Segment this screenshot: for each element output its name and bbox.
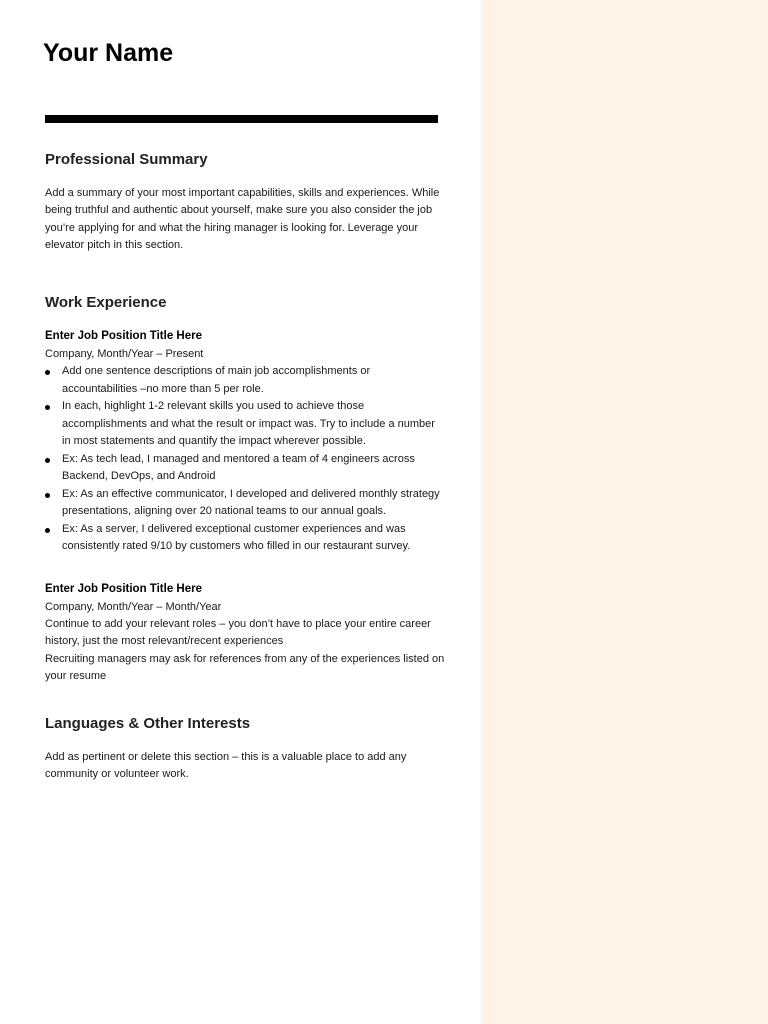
job-1-meta[interactable]: Company, Month/Year – Present bbox=[45, 348, 204, 360]
bullet-icon bbox=[45, 405, 50, 410]
bullet-text: Ex: As tech lead, I managed and mentored a team of 4 engineers across Backend, DevOps, and Android bbox=[62, 452, 415, 482]
job-2-note[interactable]: Recruiting managers may ask for references from any of the experiences listed on your resume bbox=[45, 652, 445, 683]
job-1-bullet[interactable] bbox=[45, 486, 445, 521]
job-1-title[interactable]: Enter Job Position Title Here bbox=[45, 330, 202, 342]
bullet-text: In each, highlight 1-2 relevant skills you used to achieve those accomplishments and what the result or impact was. Try to include a number in most statements and quantify the impact wherever possible. bbox=[62, 400, 435, 447]
work-experience-heading[interactable]: Work Experience bbox=[45, 294, 167, 311]
languages-interests-heading[interactable]: Languages & Other Interests bbox=[45, 715, 251, 732]
bullet-icon bbox=[45, 493, 50, 498]
job-1-bullet[interactable] bbox=[45, 398, 445, 451]
bullet-text: Add one sentence descriptions of main job accomplishments or accountabilities –no more than 5 per role. bbox=[62, 365, 371, 395]
languages-interests-text[interactable]: Add as pertinent or delete this section – this is a valuable place to add any community or volunteer work. bbox=[45, 751, 407, 781]
job-2-title[interactable]: Enter Job Position Title Here bbox=[45, 583, 202, 595]
bullet-text: Ex: As an effective communicator, I developed and delivered monthly strategy presentations, aligning over 20 national teams to our annual goals. bbox=[62, 487, 440, 517]
job-1-bullet[interactable] bbox=[45, 363, 445, 398]
professional-summary-text[interactable]: Add a summary of your most important capabilities, skills and experiences. While being truthful and authentic about yourself, make sure you also consider the job you’re applying for and what the hiring manager is looking for. Leverage your elevator pitch in this section. bbox=[45, 187, 440, 252]
resume-name[interactable]: Your Name bbox=[43, 39, 174, 67]
bullet-text: Ex: As a server, I delivered exceptional customer experiences and was consistently rated 9/10 by customers who filled in our restaurant survey. bbox=[62, 522, 411, 552]
bullet-icon bbox=[45, 458, 50, 463]
bullet-icon bbox=[45, 370, 50, 375]
job-1-bullet[interactable] bbox=[45, 451, 445, 486]
bullet-icon bbox=[45, 528, 50, 533]
sidebar-panel bbox=[481, 0, 768, 1024]
job-2-meta[interactable]: Company, Month/Year – Month/Year bbox=[45, 601, 222, 613]
job-2-note[interactable]: Continue to add your relevant roles – you don’t have to place your entire career history, just the most relevant/recent experiences bbox=[45, 618, 431, 648]
professional-summary-heading[interactable]: Professional Summary bbox=[45, 151, 208, 168]
job-1-bullet[interactable] bbox=[45, 521, 445, 556]
job-2-notes bbox=[45, 616, 445, 686]
job-1-bullet-list bbox=[45, 363, 445, 556]
header-divider bbox=[45, 115, 438, 123]
